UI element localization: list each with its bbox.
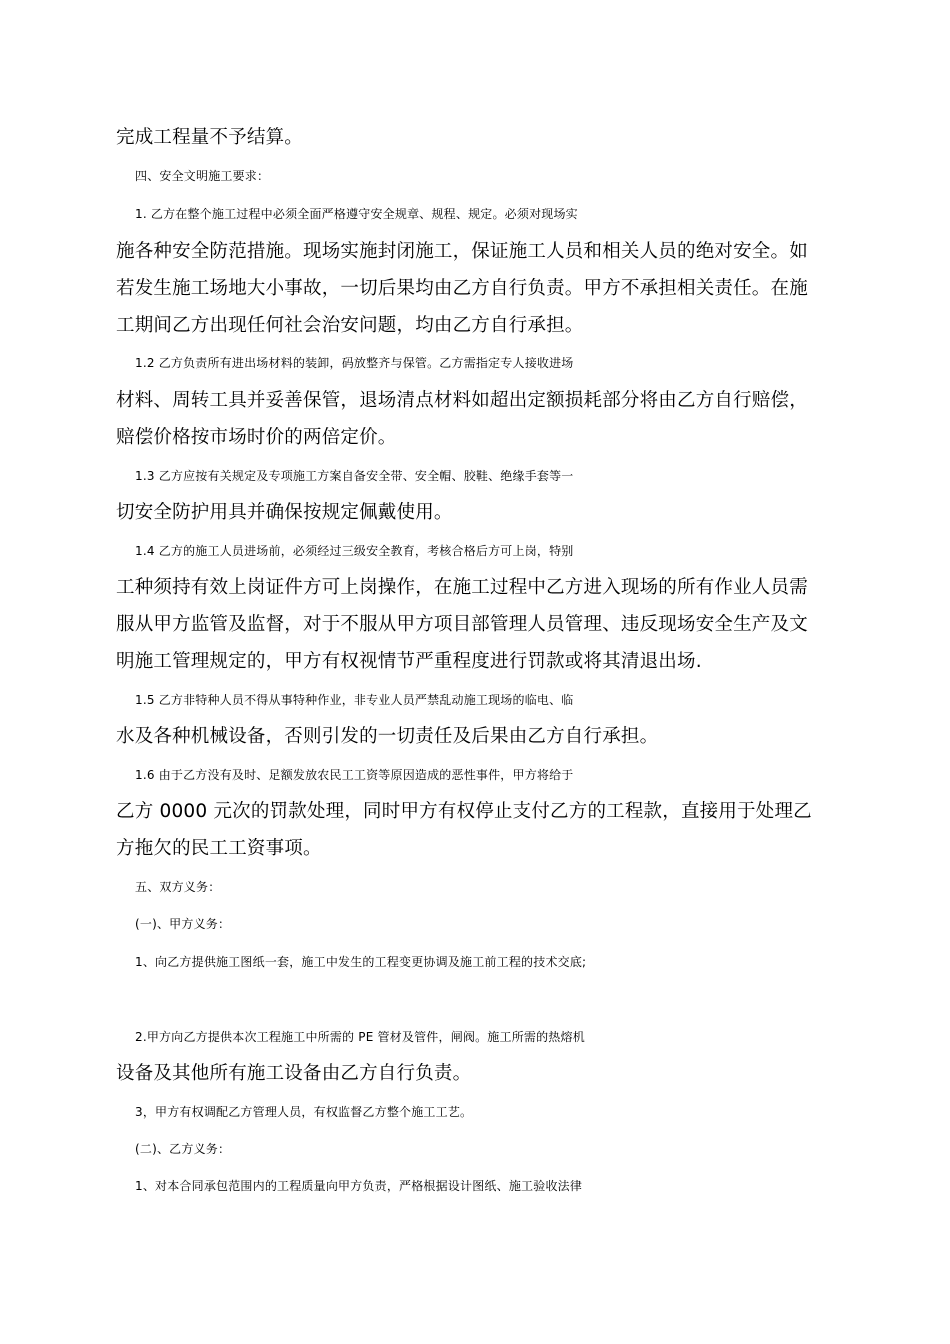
text-line: 材料、周转工具并妥善保管，退场清点材料如超出定额损耗部分将由乙方自行赔偿， — [116, 390, 808, 411]
text-line: 工种须持有效上岗证件方可上岗操作，在施工过程中乙方进入现场的所有作业人员需 — [116, 577, 808, 598]
text-line: 1. 乙方在整个施工过程中必须全面严格遵守安全规章、规程、规定。必须对现场实 — [135, 207, 578, 221]
text-line: 乙方 0000 元次的罚款处理，同时甲方有权停止支付乙方的工程款，直接用于处理乙 — [116, 801, 812, 822]
subsection-heading: (一)、甲方义务： — [135, 917, 231, 931]
text-line: 1.6 由于乙方没有及时、足额发放农民工工资等原因造成的恶性事件，甲方将给于 — [135, 768, 574, 782]
text-line: 1、对本合同承包范围内的工程质量向甲方负责，严格根据设计图纸、施工验收法律 — [135, 1179, 583, 1193]
text-line: 1.2 乙方负责所有进出场材料的装卸，码放整齐与保管。乙方需指定专人接收进场 — [135, 356, 574, 370]
text-line: 方拖欠的民工工资事项。 — [116, 838, 322, 859]
text-line: 设备及其他所有施工设备由乙方自行负责。 — [116, 1063, 472, 1084]
subsection-heading: (二)、乙方义务： — [135, 1142, 231, 1156]
text-line: 1.3 乙方应按有关规定及专项施工方案自备安全带、安全帽、胶鞋、绝缘手套等一 — [135, 469, 574, 483]
text-line: 若发生施工场地大小事故，一切后果均由乙方自行负责。甲方不承担相关责任。在施 — [116, 278, 808, 299]
text-line: 2.甲方向乙方提供本次工程施工中所需的 PE 管材及管件，闸阀。施工所需的热熔机 — [135, 1030, 585, 1044]
text-line: 工期间乙方出现任何社会治安问题，均由乙方自行承担。 — [116, 315, 584, 336]
text-line: 切安全防护用具并确保按规定佩戴使用。 — [116, 502, 453, 523]
text-line: 服从甲方监管及监督，对于不服从甲方项目部管理人员管理、违反现场安全生产及文 — [116, 614, 808, 635]
text-line: 施各种安全防范措施。现场实施封闭施工，保证施工人员和相关人员的绝对安全。如 — [116, 241, 808, 262]
text-line: 1.4 乙方的施工人员进场前，必须经过三级安全教育，考核合格后方可上岗，特别 — [135, 544, 574, 558]
section-heading: 五、双方义务： — [135, 880, 221, 894]
text-line: 3，甲方有权调配乙方管理人员，有权监督乙方整个施工工艺。 — [135, 1105, 473, 1119]
text-line: 赔偿价格按市场时价的两倍定价。 — [116, 427, 397, 448]
section-heading: 四、安全文明施工要求： — [135, 169, 270, 183]
text-line: 完成工程量不予结算。 — [116, 127, 304, 148]
text-line: 1、向乙方提供施工图纸一套，施工中发生的工程变更协调及施工前工程的技术交底; — [135, 955, 587, 969]
text-line: 水及各种机械设备，否则引发的一切责任及后果由乙方自行承担。 — [116, 726, 659, 747]
text-line: 1.5 乙方非特种人员不得从事特种作业，非专业人员严禁乱动施工现场的临电、临 — [135, 693, 574, 707]
text-line: 明施工管理规定的，甲方有权视情节严重程度进行罚款或将其清退出场. — [116, 651, 702, 672]
